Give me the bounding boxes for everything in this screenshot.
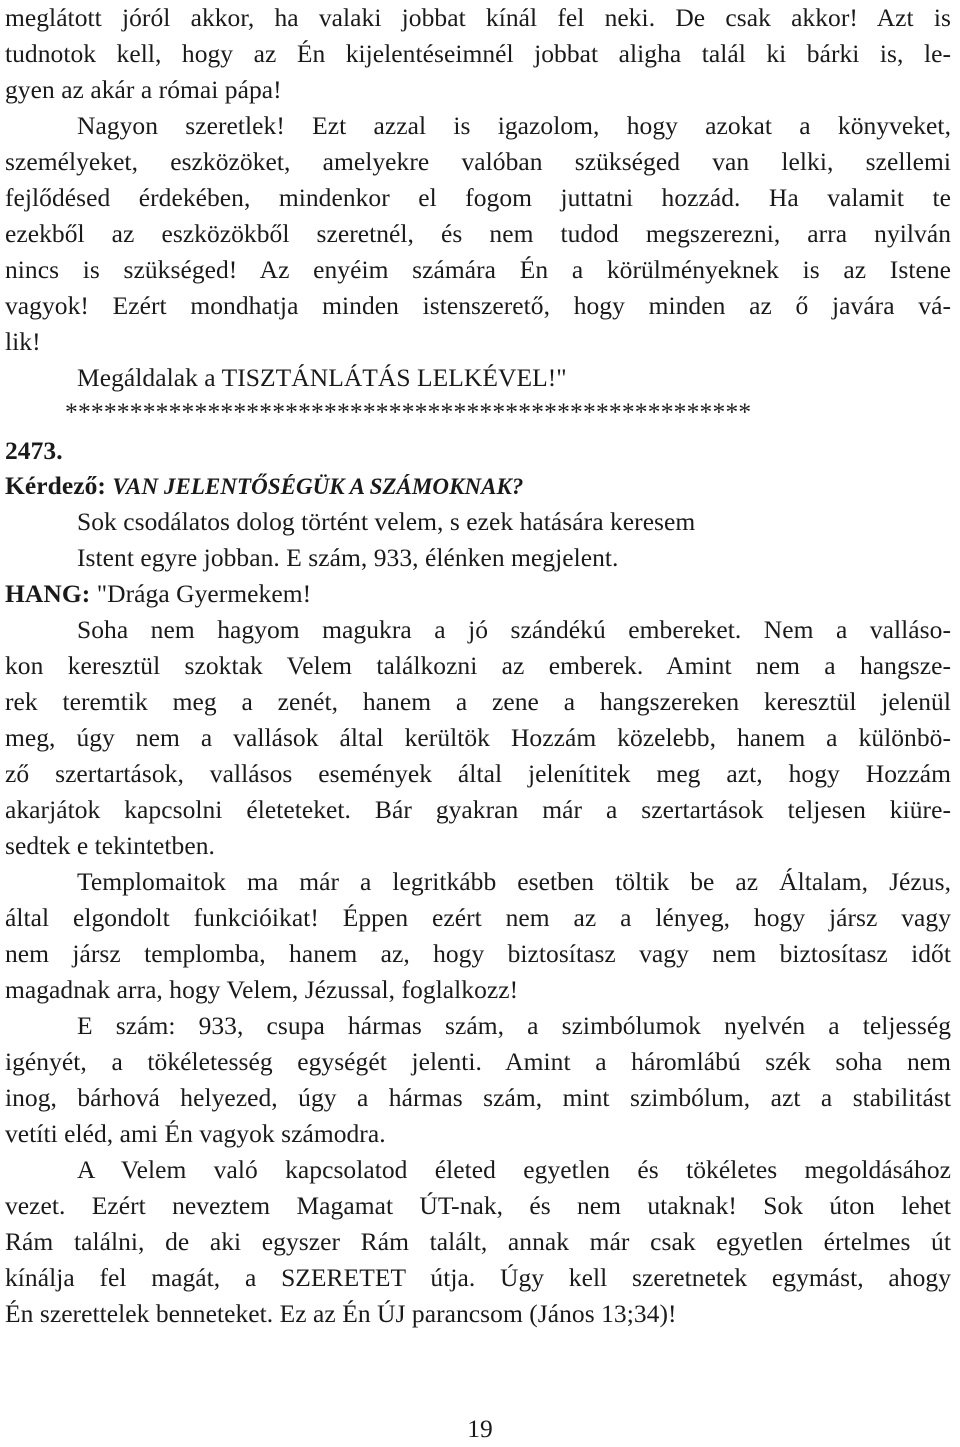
text-line: vagyok! Ezért mondhatja minden istenszerető, hogy minden az ő javára vá- (5, 291, 951, 320)
blessing-line: Megáldalak a TISZTÁNLÁTÁS LELKÉVEL!" (77, 363, 567, 392)
text-line: Nagyon szeretlek! Ezt azzal is igazolom, hogy azokat a könyveket, (77, 111, 951, 140)
answer-line: E szám: 933, csupa hármas szám, a szimbólumok nyelvén a teljesség (77, 1011, 951, 1040)
answer-line: meg, úgy nem a vallások által kerültök Hozzám közelebb, hanem a különbö- (5, 723, 951, 752)
question-text-line: Istent egyre jobban. E szám, 933, élénken megjelent. (77, 543, 619, 572)
answer-line: akarjátok kapcsolni életeteket. Bár gyakran már a szertartások teljesen kiüre- (5, 795, 951, 824)
answer-line: inog, bárhová helyezed, úgy a hármas szám, mint szimbólum, azt a stabilitást (5, 1083, 951, 1112)
text-line: fejlődésed érdekében, mindenkor el fogom juttatni hozzád. Ha valamit te (5, 183, 951, 212)
answer-line: vetíti eléd, ami Én vagyok számodra. (5, 1119, 386, 1148)
page-number: 19 (467, 1414, 493, 1443)
question-title: VAN JELENTŐSÉGÜK A SZÁMOKNAK? (112, 474, 524, 499)
answer-line: nem jársz templomba, hanem az, hogy biztosítasz vagy nem biztosítasz időt (5, 939, 951, 968)
text-line: nincs is szükséged! Az enyéim számára Én a körülményeknek is az Istene (5, 255, 951, 284)
question-heading (5, 468, 523, 505)
answer-line: Én szerettelek benneteket. Ez az Én ÚJ parancsom (János 13;34)! (5, 1299, 677, 1328)
answer-line: sedtek e tekintetben. (5, 831, 215, 860)
greeting: "Drága Gyermekem! (96, 579, 312, 608)
text-line: lik! (5, 327, 41, 356)
answer-line: rek teremtik meg a zenét, hanem a zene a hangszereken keresztül jelenül (5, 687, 951, 716)
answer-line: Rám találni, de aki egyszer Rám talált, annak már csak egyetlen értelmes út (5, 1227, 951, 1256)
text-line: gyen az akár a római pápa! (5, 75, 282, 104)
separator-asterisks: ***************************************************** (65, 397, 752, 426)
answer-line: Soha nem hagyom magukra a jó szándékú embereket. Nem a valláso- (77, 615, 951, 644)
answer-line: A Velem való kapcsolatod életed egyetlen és tökéletes megoldásához (77, 1155, 951, 1184)
answer-line: Templomaitok ma már a legritkább esetben töltik be az Általam, Jézus, (77, 867, 951, 896)
text-line: tudnotok kell, hogy az Én kijelentéseimnél jobbat aligha talál ki bárki is, le- (5, 39, 951, 68)
voice-label: HANG: (5, 579, 91, 608)
answer-line: magadnak arra, hogy Velem, Jézussal, foglalkozz! (5, 975, 519, 1004)
voice-heading (5, 576, 311, 612)
question-text-line: Sok csodálatos dolog történt velem, s ezek hatására keresem (77, 507, 696, 536)
answer-line: kon keresztül szoktak Velem találkozni az emberek. Amint nem a hangsze- (5, 651, 951, 680)
text-line: személyeket, eszközöket, amelyekre valóban szükséged van lelki, szellemi (5, 147, 951, 176)
text-line: meglátott jóról akkor, ha valaki jobbat kínál fel neki. De csak akkor! Azt is (5, 3, 951, 32)
entry-number: 2473. (5, 436, 63, 465)
answer-line: ző szertartások, vallásos események által jelenítitek meg azt, hogy Hozzám (5, 759, 951, 788)
answer-line: által elgondolt funkcióikat! Éppen ezért nem az a lényeg, hogy jársz vagy (5, 903, 951, 932)
answer-line: kínálja fel magát, a SZERETET útja. Úgy kell szeretnetek egymást, ahogy (5, 1263, 951, 1292)
answer-line: vezet. Ezért neveztem Magamat ÚT-nak, és nem utaknak! Sok úton lehet (5, 1191, 951, 1220)
asker-label: Kérdező: (5, 471, 106, 500)
answer-line: igényét, a tökéletesség egységét jelenti. Amint a háromlábú szék soha nem (5, 1047, 951, 1076)
text-line: ezekből az eszközökből szeretnél, és nem tudod megszerezni, arra nyilván (5, 219, 951, 248)
